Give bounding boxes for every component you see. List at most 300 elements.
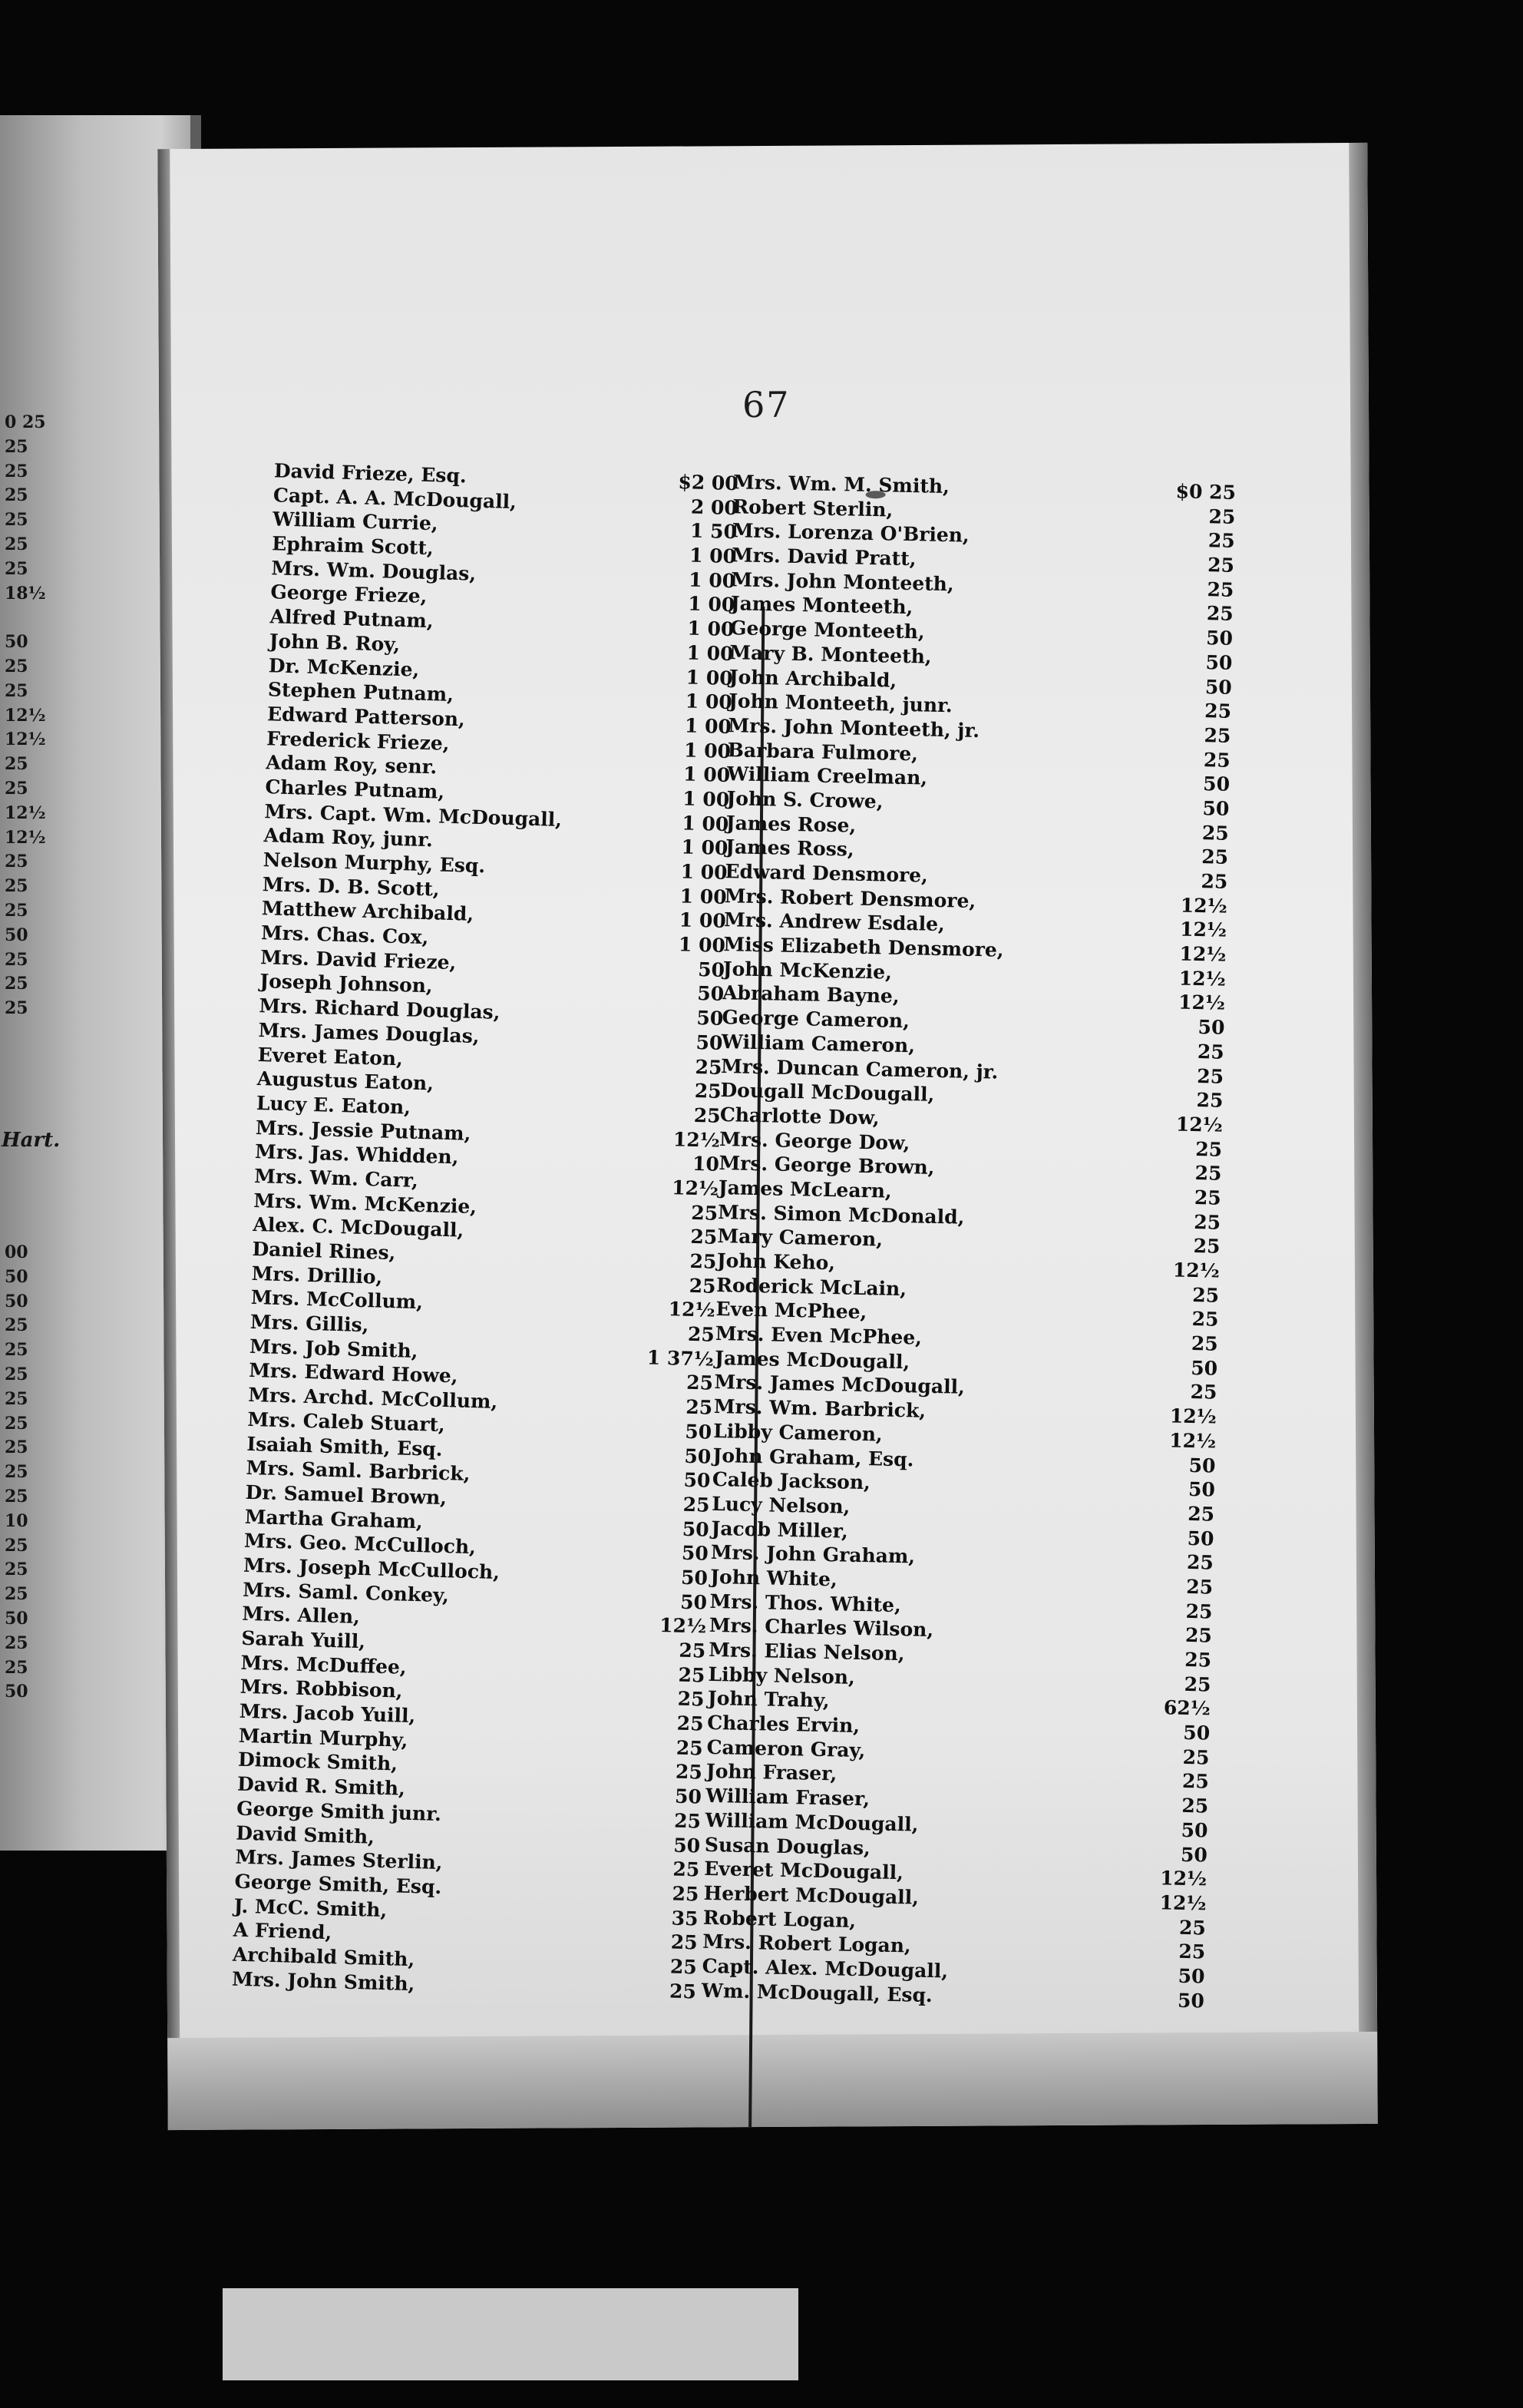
- subscription-amount: 25: [1207, 577, 1234, 601]
- subscription-amount: 25: [1184, 1672, 1211, 1696]
- subscriber-name: Mary B. Monteeth,: [729, 640, 932, 668]
- subscription-amount: 25: [689, 1249, 717, 1273]
- subscriber-name: Cameron Gray,: [706, 1735, 866, 1761]
- subscription-amount: 50: [1202, 772, 1231, 796]
- facing-page-amount: [5, 606, 51, 630]
- facing-page-amount: 25: [5, 510, 28, 531]
- subscriber-name: George Frieze,: [270, 580, 428, 608]
- subscription-amount: 25: [690, 1226, 718, 1249]
- facing-page-amount: 18½: [5, 583, 46, 604]
- subscriber-name: Mrs. James Douglas,: [258, 1018, 480, 1047]
- subscription-amount: 25: [1194, 1137, 1223, 1161]
- subscriber-list-left: [232, 458, 739, 2003]
- subscriber-name: Mrs. Saml. Conkey,: [242, 1578, 450, 1606]
- subscription-amount: 25: [685, 1395, 713, 1419]
- subscriber-name: Mrs. Simon McDonald,: [717, 1200, 965, 1229]
- subscriber-name: Martin Murphy,: [238, 1724, 408, 1751]
- subscriber-name: Mrs. Jessie Putnam,: [255, 1116, 471, 1145]
- subscriber-name: Charles Ervin,: [706, 1711, 861, 1738]
- facing-page-amount: 50: [5, 1682, 28, 1702]
- facing-page-amount: 25: [5, 1657, 28, 1678]
- facing-page-amount: 25: [5, 1413, 28, 1434]
- subscriber-name: John Keho,: [716, 1249, 836, 1275]
- subscriber-name: Alfred Putnam,: [269, 605, 434, 633]
- subscription-amount: 50: [1198, 1016, 1225, 1039]
- subscription-amount: 25: [1190, 1381, 1217, 1404]
- subscription-amount: 50: [679, 1590, 708, 1614]
- subscription-amount: 1 00: [685, 690, 733, 714]
- facing-page-amount: 25: [5, 1487, 28, 1507]
- subscription-amount: 50: [1180, 1843, 1208, 1867]
- subscriber-name: David Frieze, Esq.: [273, 459, 467, 488]
- subscriber-name: Mrs. Charles Wilson,: [709, 1614, 934, 1642]
- subscriber-name: Jacob Miller,: [711, 1517, 849, 1543]
- facing-page-amount: 25: [5, 1340, 28, 1361]
- facing-page-amount: 50: [5, 1291, 28, 1312]
- subscription-amount: 25: [687, 1322, 715, 1346]
- subscriber-name: Mrs. John Graham,: [710, 1541, 916, 1568]
- subscriber-name: John S. Crowe,: [726, 787, 884, 813]
- subscriber-name: Mrs. David Frieze,: [259, 945, 457, 974]
- subscriber-name: Adam Roy, senr.: [265, 751, 438, 779]
- facing-page-amount: 12½: [5, 827, 46, 848]
- subscription-amount: 50: [1183, 1721, 1211, 1745]
- facing-page-amount: 25: [5, 1535, 28, 1556]
- subscriber-name: Caleb Jackson,: [712, 1468, 871, 1494]
- subscriber-name: Capt. Alex. McDougall,: [702, 1954, 949, 1983]
- subscriber-name: Barbara Fulmore,: [727, 738, 919, 765]
- subscriber-name: Mrs. Job Smith,: [249, 1335, 418, 1362]
- facing-page-amount: 00: [5, 1242, 28, 1263]
- subscription-amount: 25: [1193, 1235, 1221, 1259]
- subscriber-name: Abraham Bayne,: [722, 981, 900, 1008]
- document-page: [157, 143, 1377, 2130]
- facing-page-amount: 25: [5, 558, 28, 579]
- subscriber-name: Mrs. Even McPhee,: [715, 1322, 923, 1349]
- subscription-amount: 25: [1201, 845, 1229, 869]
- subscriber-name: George Cameron,: [722, 1006, 910, 1033]
- subscriber-name: Dimock Smith,: [237, 1748, 398, 1775]
- subscription-amount: 25: [1181, 1770, 1210, 1794]
- facing-page-amount: 25: [5, 1584, 28, 1605]
- subscription-amount: 50: [684, 1444, 712, 1468]
- subscriber-name: Isaiah Smith, Esq.: [246, 1432, 443, 1460]
- subscriber-name: Wm. McDougall, Esq.: [701, 1979, 933, 2006]
- subscription-amount: 25: [1204, 724, 1231, 747]
- subscriber-name: Mrs. Gillis,: [249, 1310, 369, 1337]
- facing-page-amount: 12½: [5, 729, 46, 750]
- subscriber-name: Mrs. James McDougall,: [714, 1371, 966, 1399]
- subscription-amount: 25: [1191, 1332, 1219, 1355]
- subscription-amount: 12½: [1180, 894, 1228, 918]
- subscription-amount: 50: [1188, 1454, 1216, 1477]
- subscriber-name: James Ross,: [725, 835, 854, 861]
- subscriber-name: Mrs. John Smith,: [231, 1967, 415, 1995]
- subscriber-name: Mrs. John Monteeth,: [731, 567, 954, 596]
- subscriber-name: Mrs. Richard Douglas,: [259, 994, 501, 1024]
- subscription-amount: 25: [1207, 554, 1235, 577]
- subscriber-name: William McDougall,: [705, 1808, 919, 1836]
- subscription-amount: 25: [679, 1639, 706, 1662]
- subscription-amount: 1 00: [684, 714, 732, 738]
- subscriber-name: Mrs. Elias Nelson,: [708, 1638, 905, 1665]
- facing-page-amount: 25: [5, 974, 28, 994]
- subscription-amount: 25: [1194, 1162, 1222, 1185]
- subscription-amount: 50: [1188, 1478, 1216, 1501]
- subscription-amount: 25: [690, 1201, 719, 1225]
- subscription-amount: 25: [693, 1103, 722, 1127]
- subscription-amount: 25: [673, 1809, 702, 1833]
- subscription-amount: 25: [676, 1736, 704, 1760]
- facing-page-amount: 10: [5, 1510, 28, 1531]
- subscriber-name: Mrs. Capt. Wm. McDougall,: [264, 799, 563, 831]
- subscription-amount: 50: [1187, 1526, 1214, 1550]
- subscriber-name: William Cameron,: [721, 1030, 916, 1057]
- subscription-amount: 1 00: [681, 835, 728, 860]
- facing-page-amount: 25: [5, 1388, 28, 1409]
- subscriber-name: Mrs. Saml. Barbrick,: [246, 1457, 471, 1486]
- facing-page-amount: 25: [5, 1437, 28, 1458]
- subscription-amount: 25: [1178, 1916, 1207, 1940]
- subscriber-name: Mrs. George Brown,: [719, 1152, 935, 1179]
- subscription-amount: 1 00: [679, 908, 727, 933]
- facing-page-amount: 25: [5, 1632, 28, 1653]
- subscription-amount: 25: [1204, 700, 1232, 723]
- subscription-amount: 25: [675, 1761, 703, 1784]
- subscriber-name: Mrs. McDuffee,: [240, 1651, 408, 1679]
- subscriber-name: William Currie,: [272, 508, 439, 535]
- facing-page-amount: [5, 1021, 51, 1046]
- page-right-edge: [1349, 143, 1378, 2124]
- subscriber-name: Mrs. Chas. Cox,: [260, 921, 429, 949]
- subscription-amount: 1 00: [682, 787, 730, 812]
- subscriber-name: Robert Sterlin,: [732, 495, 894, 521]
- subscription-amount: 50: [683, 1468, 711, 1492]
- subscription-amount: 1 00: [688, 568, 736, 592]
- facing-page-amount: [5, 1216, 51, 1241]
- subscription-amount: 25: [694, 1080, 722, 1103]
- subscription-amount: 50: [681, 1541, 709, 1565]
- subscription-amount: 1 00: [682, 811, 729, 835]
- subscriber-name: Herbert McDougall,: [703, 1881, 920, 1909]
- subscription-amount: 12½: [1172, 1259, 1221, 1282]
- subscriber-name: Mrs. Edward Howe,: [248, 1359, 458, 1388]
- subscriber-name: Mrs. Archd. McCollum,: [247, 1384, 498, 1414]
- subscription-amount: 50: [1205, 627, 1234, 650]
- subscriber-name: Mrs. Lorenza O'Brien,: [732, 519, 970, 547]
- subscription-amount: 25: [1191, 1308, 1219, 1331]
- subscription-amount: 25: [670, 1930, 699, 1954]
- facing-page-amount: 50: [5, 1609, 28, 1629]
- subscriber-name: James Monteeth,: [730, 592, 913, 619]
- subscription-amount: 1 00: [688, 592, 735, 617]
- subscriber-name: Mrs. Wm. Douglas,: [270, 557, 477, 585]
- subscriber-name: James McDougall,: [714, 1346, 910, 1374]
- subscription-amount: 1 00: [687, 617, 735, 641]
- subscriber-name: Charles Putnam,: [265, 776, 445, 803]
- subscriber-name: John B. Roy,: [269, 630, 401, 656]
- subscriber-name: Libby Nelson,: [708, 1662, 856, 1689]
- subscription-amount: 1 00: [683, 738, 732, 762]
- facing-page-amount: 0 25: [5, 412, 46, 432]
- subscription-amount: 25: [1188, 1502, 1215, 1526]
- subscriber-name: David R. Smith,: [236, 1772, 406, 1800]
- facing-page-amount: 12½: [5, 802, 46, 823]
- subscriber-name: Mrs. Thos. White,: [709, 1589, 902, 1616]
- subscriber-name: John Archibald,: [728, 665, 897, 692]
- facing-page-amount: 25: [5, 485, 28, 506]
- page-bottom-shadow: [223, 2288, 798, 2380]
- subscription-amount: 12½: [1159, 1867, 1207, 1890]
- subscription-amount: 1 00: [686, 665, 734, 690]
- subscription-amount: 25: [1185, 1599, 1213, 1623]
- subscription-amount: 35: [671, 1907, 699, 1930]
- subscriber-name: Everet McDougall,: [704, 1857, 904, 1884]
- subscription-amount: 12½: [1178, 991, 1226, 1015]
- facing-page-amount: 25: [5, 778, 28, 799]
- subscription-amount: 50: [1177, 1989, 1205, 2013]
- facing-page-amount: [5, 1094, 51, 1119]
- subscriber-name: Dougall McDougall,: [720, 1079, 935, 1106]
- subscription-amount: 50: [682, 1517, 710, 1541]
- subscription-amount: 25: [1203, 748, 1231, 772]
- subscriber-name: Even McPhee,: [715, 1298, 867, 1324]
- subscriber-name: Mrs. Robert Densmore,: [724, 884, 976, 912]
- subscriber-name: Miss Elizabeth Densmore,: [723, 933, 1004, 961]
- subscriber-name: Robert Logan,: [702, 1906, 857, 1932]
- facing-page-amount-column: [5, 411, 51, 1705]
- subscription-amount: 12½: [1159, 1891, 1207, 1915]
- subscriber-name: Lucy E. Eaton,: [256, 1091, 411, 1119]
- subscriber-name: A Friend,: [233, 1918, 332, 1944]
- subscription-amount: 25: [1196, 1089, 1224, 1112]
- subscriber-name: Dr. Samuel Brown,: [245, 1480, 448, 1510]
- facing-page-amount: 25: [5, 1364, 28, 1385]
- subscriber-name: Mrs. Robert Logan,: [702, 1930, 911, 1957]
- subscription-amount: 50: [1205, 650, 1233, 674]
- subscriber-name: Augustus Eaton,: [256, 1067, 434, 1095]
- facing-page-amount: 50: [5, 632, 28, 653]
- subscriber-name: Capt. A. A. McDougall,: [273, 484, 517, 513]
- subscription-amount: 1 00: [689, 544, 737, 568]
- subscriber-name: Matthew Archibald,: [261, 897, 474, 926]
- subscription-amount: 12½: [671, 1176, 719, 1200]
- subscriber-name: George Smith junr.: [236, 1797, 442, 1825]
- subscriber-name: Mrs. Caleb Stuart,: [247, 1407, 446, 1436]
- subscriber-name: Mrs. Drillio,: [251, 1262, 383, 1288]
- facing-page-amount: 25: [5, 1462, 28, 1483]
- subscriber-name: Edward Patterson,: [266, 703, 466, 731]
- subscription-amount: 25: [669, 1980, 697, 2003]
- subscriber-name: Mrs. D. B. Scott,: [262, 872, 441, 901]
- subscriber-name: Archibald Smith,: [232, 1943, 415, 1971]
- subscription-amount: 1 50: [689, 519, 738, 544]
- subscription-amount: 50: [695, 1030, 723, 1054]
- facing-page-amount: 25: [5, 461, 28, 481]
- subscription-amount: 2 00: [690, 495, 738, 519]
- subscriber-name: Dr. McKenzie,: [268, 653, 420, 681]
- subscriber-name: William Creelman,: [726, 762, 928, 789]
- subscriber-name: Joseph Johnson,: [259, 970, 434, 997]
- facing-page-amount: 25: [5, 754, 28, 775]
- subscriber-name: Mrs. Geo. McCulloch,: [243, 1530, 477, 1559]
- facing-page-amount: 25: [5, 876, 28, 897]
- subscriber-name: Mrs. Jas. Whidden,: [254, 1140, 459, 1169]
- subscription-amount: 25: [1201, 821, 1230, 845]
- subscriber-name: Charlotte Dow,: [719, 1103, 880, 1130]
- subscriber-name: George Monteeth,: [729, 617, 925, 643]
- subscription-amount: 1 00: [682, 762, 731, 787]
- subscription-amount: 25: [678, 1663, 705, 1687]
- facing-page-amount: 25: [5, 900, 28, 921]
- subscription-amount: 1 37½: [646, 1346, 715, 1371]
- subscriber-name: David Smith,: [235, 1821, 375, 1848]
- page-bottom-edge: [167, 2032, 1378, 2130]
- subscriber-name: Adam Roy, junr.: [263, 824, 434, 852]
- subscriber-name: Mrs. Robbison,: [240, 1675, 403, 1703]
- subscriber-name: John Graham, Esq.: [712, 1444, 914, 1470]
- subscriber-name: Mrs. George Dow,: [719, 1127, 910, 1154]
- subscriber-name: Mrs. Andrew Esdale,: [723, 908, 946, 936]
- subscriber-name: Lucy Nelson,: [711, 1492, 851, 1518]
- subscriber-name: Everet Eaton,: [257, 1043, 404, 1070]
- facing-page-amount: 25: [5, 949, 28, 970]
- facing-page-heading: Hart.: [2, 1129, 61, 1152]
- subscriber-name: Mrs. Wm. Carr,: [253, 1164, 419, 1192]
- facing-page-amount: 25: [5, 1315, 28, 1336]
- subscription-amount: 12½: [1169, 1404, 1217, 1428]
- subscriber-name: Alex. C. McDougall,: [253, 1213, 464, 1242]
- subscriber-name: Mrs. Allen,: [241, 1603, 361, 1629]
- subscriber-name: Mrs. McCollum,: [250, 1286, 424, 1314]
- subscription-amount: 25: [676, 1712, 704, 1735]
- subscriber-name: John White,: [709, 1565, 838, 1591]
- subscription-amount: 25: [1191, 1283, 1220, 1307]
- subscription-amount: 25: [695, 1055, 722, 1079]
- facing-page-amount: [5, 1046, 51, 1070]
- subscription-amount: 25: [1193, 1210, 1221, 1234]
- subscriber-name: George Smith, Esq.: [234, 1870, 442, 1899]
- subscription-amount: 1 00: [679, 885, 728, 908]
- subscription-amount: 25: [677, 1688, 705, 1711]
- subscription-amount: 12½: [659, 1614, 707, 1638]
- subscriber-name: Sarah Yuill,: [241, 1626, 366, 1653]
- subscriber-name: Roderick McLain,: [715, 1273, 907, 1300]
- subscriber-name: Frederick Frieze,: [266, 726, 450, 755]
- facing-page-amount: 25: [5, 680, 28, 701]
- subscription-amount: 25: [1207, 529, 1235, 553]
- subscription-amount: 50: [1202, 797, 1230, 820]
- subscription-amount: 25: [672, 1882, 699, 1906]
- subscriber-name: John Trahy,: [707, 1687, 830, 1712]
- subscription-amount: 12½: [1179, 918, 1227, 942]
- facing-page-amount: 12½: [5, 705, 46, 726]
- subscription-amount: 12½: [1179, 942, 1227, 966]
- subscription-amount: 25: [689, 1274, 716, 1298]
- subscription-amount: 12½: [1168, 1429, 1217, 1453]
- subscription-amount: 25: [686, 1371, 714, 1395]
- subscription-amount: 1 00: [686, 641, 734, 665]
- subscriber-name: Susan Douglas,: [704, 1833, 871, 1859]
- subscription-amount: 50: [1191, 1356, 1218, 1380]
- subscription-amount: 25: [1196, 1064, 1224, 1088]
- subscriber-name: Mrs. John Monteeth, jr.: [728, 714, 980, 742]
- subscriber-list-right: [702, 470, 1237, 2013]
- facing-page-amount: [5, 1192, 51, 1217]
- subscriber-name: Mrs. Duncan Cameron, jr.: [720, 1054, 999, 1083]
- facing-page-amount: 25: [5, 534, 28, 554]
- subscription-amount: $0 25: [1175, 480, 1237, 504]
- subscription-amount: 1 00: [678, 933, 726, 958]
- subscription-amount: 25: [1181, 1794, 1209, 1818]
- facing-page-amount: 25: [5, 852, 28, 872]
- subscriber-name: Mrs. David Pratt,: [731, 544, 917, 571]
- subscription-amount: 50: [1204, 675, 1232, 699]
- subscription-amount: 25: [1184, 1648, 1212, 1672]
- subscription-amount: 50: [1181, 1818, 1208, 1842]
- subscriber-name: Libby Cameron,: [712, 1419, 883, 1446]
- subscriber-name: James Rose,: [725, 811, 857, 837]
- facing-page-amount: [5, 1070, 51, 1095]
- subscription-amount: 50: [674, 1784, 702, 1808]
- subscriber-name: Ephraim Scott,: [271, 532, 434, 560]
- subscriber-name: Mrs. Wm. McKenzie,: [253, 1189, 477, 1218]
- subscription-amount: 25: [1182, 1745, 1210, 1769]
- subscriber-name: Nelson Murphy, Esq.: [263, 848, 486, 878]
- subscriber-name: James McLearn,: [718, 1176, 892, 1202]
- subscriber-name: Stephen Putnam,: [267, 678, 454, 706]
- facing-page-amount: 50: [5, 1266, 28, 1287]
- subscription-amount: 25: [669, 1955, 698, 1979]
- subscription-amount: 25: [1206, 602, 1234, 626]
- subscription-amount: 25: [1201, 870, 1228, 893]
- subscription-amount: 12½: [668, 1298, 716, 1322]
- subscription-amount: 50: [697, 958, 725, 981]
- subscriber-name: John McKenzie,: [722, 957, 893, 984]
- subscription-amount: 25: [682, 1493, 710, 1517]
- subscription-amount: 50: [680, 1566, 709, 1589]
- subscription-amount: 50: [672, 1834, 701, 1857]
- subscription-amount: 25: [1186, 1551, 1214, 1574]
- facing-page-amount: 50: [5, 925, 28, 945]
- subscription-amount: 12½: [672, 1127, 721, 1152]
- subscription-amount: 50: [696, 1007, 724, 1030]
- subscriber-name: Mrs. Joseph McCulloch,: [243, 1553, 501, 1584]
- subscription-amount: 62½: [1163, 1696, 1211, 1720]
- facing-page-amount: 25: [5, 998, 28, 1019]
- page-number: 67: [742, 383, 791, 426]
- subscription-amount: 25: [1194, 1186, 1222, 1209]
- subscription-amount: 50: [685, 1420, 712, 1444]
- subscriber-name: William Fraser,: [705, 1784, 871, 1811]
- facing-page-amount: 25: [5, 436, 28, 457]
- facing-page-amount: 25: [5, 656, 28, 676]
- facing-page-amount: 25: [5, 1560, 28, 1580]
- subscription-amount: 50: [696, 982, 725, 1006]
- subscriber-name: Mrs. Jacob Yuill,: [239, 1699, 416, 1728]
- subscription-amount: 12½: [1175, 1113, 1224, 1136]
- subscriber-name: Mary Cameron,: [717, 1225, 884, 1251]
- subscriber-name: Mrs. Wm. Barbrick,: [713, 1395, 927, 1422]
- subscription-amount: 25: [1208, 504, 1236, 528]
- subscription-amount: 25: [1178, 1940, 1206, 1963]
- subscription-amount: 25: [672, 1857, 700, 1881]
- subscriber-name: Martha Graham,: [244, 1505, 424, 1533]
- subscriber-name: Edward Densmore,: [725, 860, 929, 887]
- subscriber-name: John Monteeth, junr.: [728, 690, 953, 717]
- subscription-amount: 12½: [1178, 967, 1227, 991]
- subscription-amount: 10: [692, 1153, 720, 1176]
